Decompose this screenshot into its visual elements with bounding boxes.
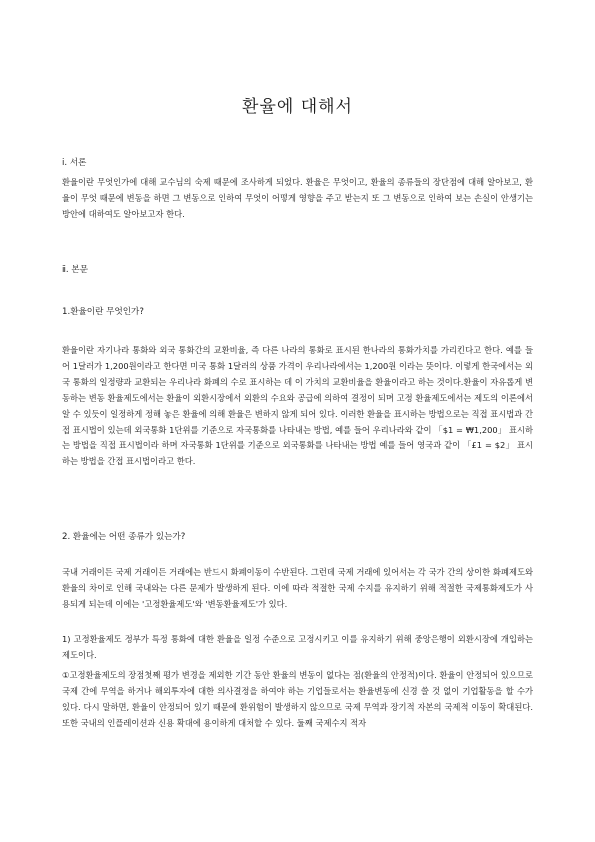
section-heading-body: ⅱ. 본문 xyxy=(62,265,88,275)
document-title: 환율에 대해서 xyxy=(242,97,353,117)
answer-paragraph-2: 국내 거래이든 국제 거래이든 거래에는 반드시 화폐이동이 수반된다. 그런데 국제 거래에 있어서는 각 국가 간의 상이한 화폐제도와 환율의 차이로 인해 국내와는 다른 문제가 발생하게 된다. 이에 따라 적절한 국제 수지를 유지하기 위해 적절한 국제통화제도가 사용되게 되는데 이에는 '고정환율제도'와 '변동환율제도'가 있다. xyxy=(62,567,533,609)
section-heading-intro: ⅰ. 서론 xyxy=(62,158,87,168)
fixed-rate-definition: 1) 고정환율제도 정부가 특정 통화에 대한 환율을 일정 수준으로 고정시키고 이를 유지하기 위해 중앙은행이 외환시장에 개입하는 제도이다. xyxy=(62,634,533,660)
fixed-rate-merits: ①고정환율제도의 장점첫째 평가 변경을 제외한 기간 동안 환율의 변동이 없다는 점(환율의 안정적)이다. 환율이 안정되어 있으므로 국제 간에 무역을 하거나 해외투자에 대한 의사결정을 하여야 하는 기업들로서는 환율변동에 신경 쓸 것 없이 기업활동을 할 수가 있다. 다시 말하면, 환율이 안정되어 있기 때문에 환위험이 발생하지 않으므로 국제 무역과 장기적 자본의 국제적 이동이 확대된다. 또한 국내의 인플레이션과 신용 확대에 용이하게 대처할 수 있다. 둘째 국제수지 적자 xyxy=(62,670,533,728)
question-heading-1: 1.환율이란 무엇인가? xyxy=(62,307,144,317)
intro-paragraph: 환율이란 무엇인가에 대해 교수님의 숙제 때문에 조사하게 되었다. 환율은 무엇이고, 환율의 종류들의 장단점에 대해 알아보고, 환율이 무엇 때문에 변동을 하면 그 변동으로 인하여 무엇이 어떻게 영향을 주고 받는지 또 그 변동으로 인하여 보는 손실이 안생기는 방안에 대하여도 알아보고자 한다. xyxy=(62,177,533,219)
answer-paragraph-1: 환율이란 자기나라 통화와 외국 통화간의 교환비율, 즉 다른 나라의 통화로 표시된 한나라의 통화가치를 가리킨다고 한다. 예를 들어 1달러가 1,200원이라고 한다면 미국 통화 1달러의 상품 가격이 우리나라에서는 1,200원 이라는 뜻이다. 이렇게 한국에서는 외국 통화의 일정량과 교환되는 우리나라 화폐의 수로 표시하는 데 이 가치의 교환비율을 환율이라고 하는 것이다.환율이 자유롭게 변동하는 변동 환율제도에서는 환율이 외환시장에서 외환의 수요와 공급에 의하여 결정이 되며 고정 환율제도에서는 제도의 이론에서 알 수 있듯이 일정하게 정해 놓은 환율에 의해 환율은 변하지 않게 되어 있다. 이러한 환율을 표시하는 방법으로는 직접 표시법과 간접 표시법이 있는데 외국통화 1단위를 기준으로 자국통화를 나타내는 방법, 예를 들어 우리나라와 같이 「$1 = ₩1,200」 표시하는 방법을 직접 표시법이라 하며 자국통화 1단위를 기준으로 외국통화를 나타내는 방법 예를 들어 영국과 같이 「£1 = $2」 표시하는 방법을 간접 표시법이라고 한다. xyxy=(62,345,533,467)
question-heading-2: 2. 환율에는 어떤 종류가 있는가? xyxy=(62,532,186,542)
